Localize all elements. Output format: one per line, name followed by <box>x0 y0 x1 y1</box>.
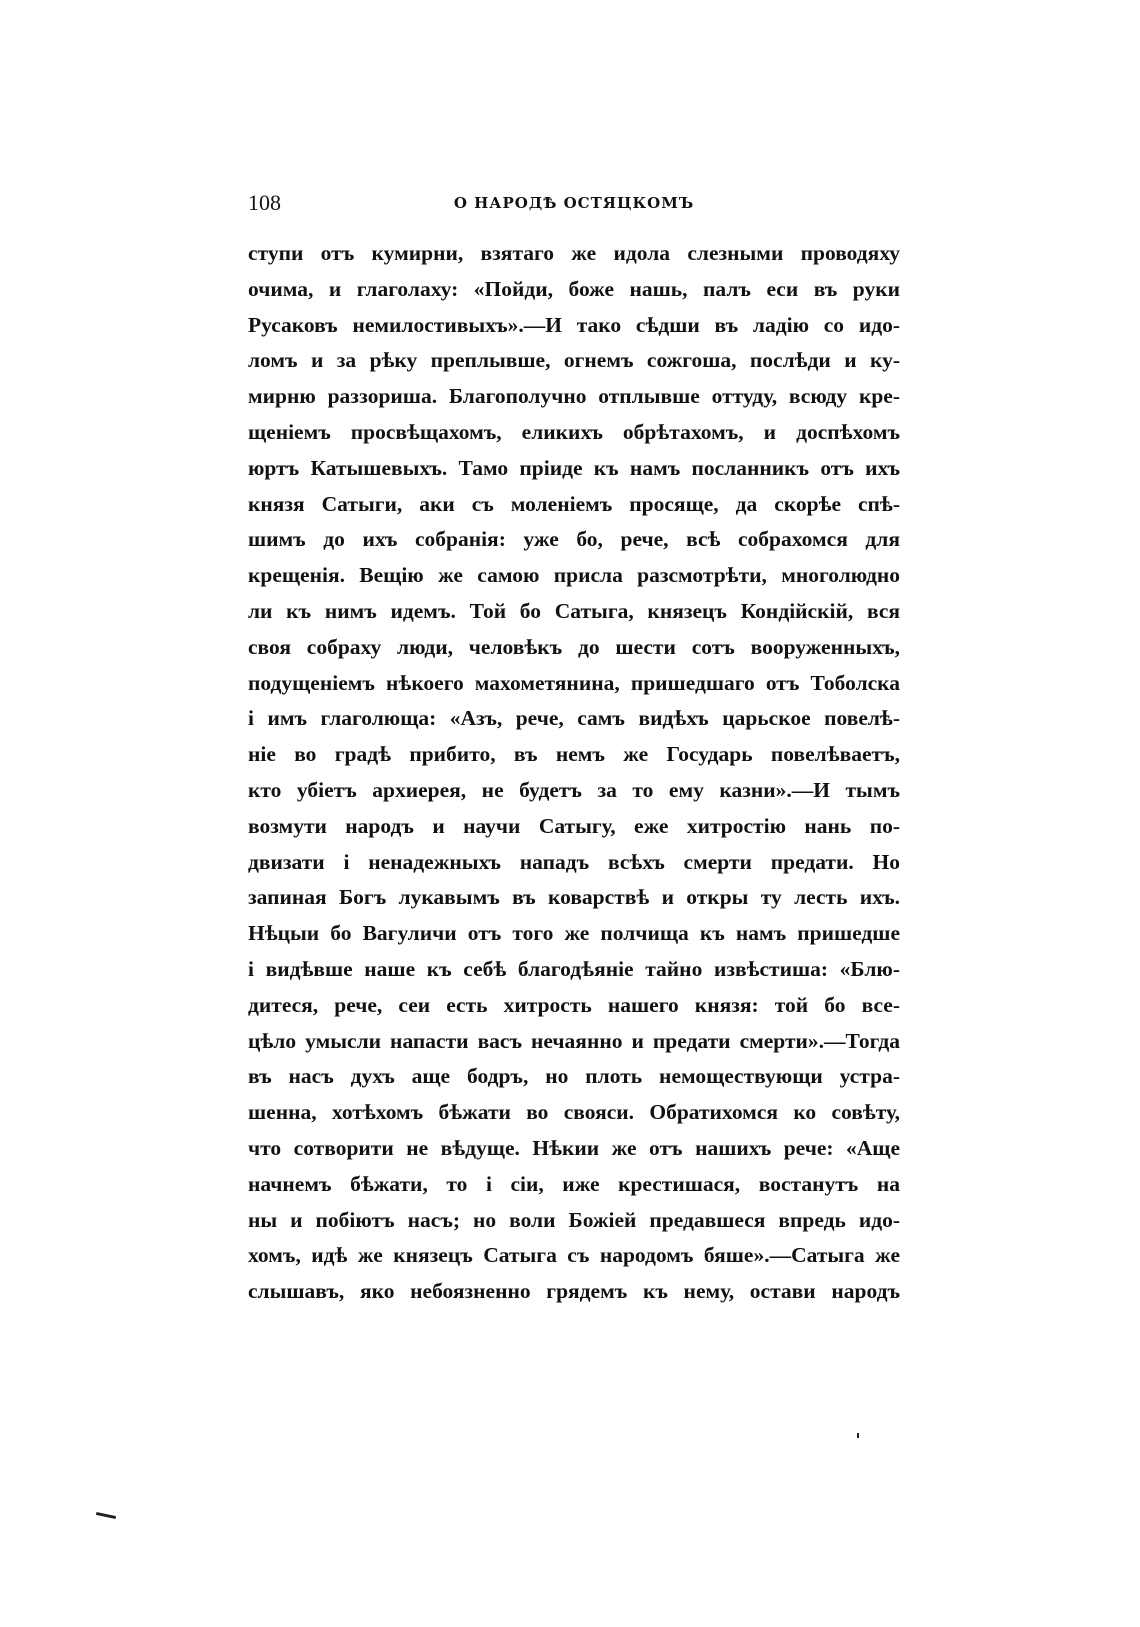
scan-mark <box>96 1512 116 1519</box>
text-line: ли къ нимъ идемъ. Той бо Сатыга, князецъ Кондійскій, вся <box>248 598 900 623</box>
text-line: хомъ, идѣ же князецъ Сатыга съ народомъ бяше».—Сатыга же <box>248 1243 900 1268</box>
text-line: своя собраху люди, человѣкъ до шести сотъ вооруженныхъ, <box>248 634 900 659</box>
text-line: Русаковъ немилостивыхъ».—И тако сѣдши въ ладію со идо- <box>248 312 900 337</box>
page-header <box>248 190 900 224</box>
text-line: ны и побіютъ насъ; но воли Божіей предавшеся впредь идо- <box>248 1207 900 1232</box>
text-line: что сотворити не вѣдуще. Нѣкии же отъ нашихъ рече: «Аще <box>248 1135 900 1160</box>
text-line: начнемъ бѣжати, то і сіи, иже крестишася, востанутъ на <box>248 1171 900 1196</box>
text-line: князя Сатыги, аки съ моленіемъ просяще, да скорѣе спѣ- <box>248 491 900 516</box>
book-page <box>248 190 900 1310</box>
text-line: ступи отъ кумирни, взятаго же идола слезными проводяху <box>248 241 900 265</box>
text-line: очима, и глаголаху: «Пойди, боже нашь, палъ еси въ руки <box>248 276 900 301</box>
text-line: щеніемъ просвѣщахомъ, еликихъ обрѣтахомъ, и доспѣхомъ <box>248 419 900 444</box>
text-line: двизати і ненадежныхъ нападъ всѣхъ смерти предати. Но <box>248 849 900 874</box>
text-line: цѣло умысли напасти васъ нечаянно и предати смерти».—Тогда <box>248 1028 900 1053</box>
text-line: крещенія. Вещію же самою присла разсмотрѣти, многолюдно <box>248 563 900 588</box>
text-line: въ насъ духъ аще бодръ, но плоть немоществующи устра- <box>248 1064 900 1089</box>
text-line: Нѣцыи бо Вагуличи отъ того же полчища къ намъ пришедше <box>248 921 900 946</box>
text-line: шимъ до ихъ собранія: уже бо, рече, всѣ собрахомся для <box>248 527 900 552</box>
text-line: слышавъ, яко небоязненно грядемъ къ нему, остави народъ <box>248 1279 900 1304</box>
text-line: подущеніемъ нѣкоего махометянина, пришедшаго отъ Тоболска <box>248 670 900 695</box>
text-line: ніе во градѣ прибито, въ немъ же Государь повелѣваетъ, <box>248 742 900 767</box>
text-line: шенна, хотѣхомъ бѣжати во свояси. Обратихомся ко совѣту, <box>248 1100 900 1125</box>
scan-mark <box>857 1433 859 1438</box>
text-line: возмути народъ и научи Сатыгу, еже хитростію нань по- <box>248 813 900 838</box>
text-line: запиная Богъ лукавымъ въ коварствѣ и откры ту лесть ихъ. <box>248 885 900 910</box>
text-line: юртъ Катышевыхъ. Тамо пріиде къ намъ посланникъ отъ ихъ <box>248 455 900 480</box>
body-text <box>248 236 900 1310</box>
text-line: і видѣвше наше къ себѣ благодѣяніе тайно извѣстиша: «Блю- <box>248 956 900 981</box>
text-line: і имъ глаголюща: «Азъ, рече, самъ видѣхъ царьское повелѣ- <box>248 706 900 731</box>
running-title: О НАРОДѢ ОСТЯЦКОМЪ <box>453 194 695 212</box>
text-line: дитеся, рече, сеи есть хитрость нашего князя: той бо все- <box>248 992 900 1017</box>
text-line: мирню раззориша. Благополучно отплывше оттуду, всюду кре- <box>248 384 900 409</box>
text-line: ломъ и за рѣку преплывше, огнемъ сожгоша, послѣди и ку- <box>248 348 900 373</box>
page-number: 108 <box>248 190 281 215</box>
text-line: кто убіетъ архиерея, не будетъ за то ему казни».—И тымъ <box>248 777 900 802</box>
